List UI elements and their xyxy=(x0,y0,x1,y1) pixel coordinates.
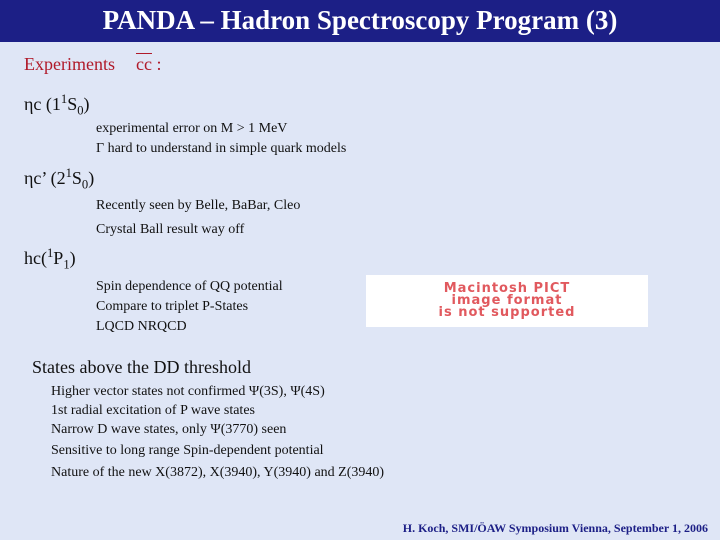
footer-citation: H. Koch, SMI/ÖAW Symposium Vienna, September 1, 2006 xyxy=(402,521,708,535)
state-term-letter: S xyxy=(71,168,82,188)
state-term-sub: 1 xyxy=(63,257,70,272)
threshold-item: 1st radial excitation of P wave states xyxy=(51,403,255,418)
state-term-open: (1 xyxy=(45,94,61,114)
note-line: experimental error on M > 1 MeV xyxy=(96,121,288,136)
note-line: Γ hard to understand in simple quark models xyxy=(96,141,347,156)
state-term-sup: 1 xyxy=(60,92,68,106)
experiments-heading xyxy=(24,53,161,75)
state-symbol: ηc xyxy=(24,168,42,188)
experiments-label: Experiments xyxy=(24,54,115,74)
note-line: LQCD NRQCD xyxy=(96,319,187,334)
note-line: Spin dependence of QQ potential xyxy=(96,279,283,294)
state-term-open: (2 xyxy=(50,168,66,188)
state-term-sub: 0 xyxy=(81,177,89,192)
state-term-letter: P xyxy=(53,248,64,268)
state-symbol: hc xyxy=(24,248,41,268)
state-prime: ’ xyxy=(41,168,47,188)
state-term-sub: 0 xyxy=(77,103,84,118)
threshold-item: Higher vector states not confirmed Ψ(3S), Ψ(4S) xyxy=(51,384,325,399)
state-term-close: ) xyxy=(83,94,90,114)
state-term-sup: 1 xyxy=(65,166,72,180)
experiments-quark-pair: $\overline{cc}$ xyxy=(135,54,152,74)
state-term-close: ) xyxy=(69,248,76,268)
threshold-item: Nature of the new X(3872), X(3940), Y(3940) and Z(3940) xyxy=(51,465,385,480)
slide-title: PANDA – Hadron Spectroscopy Program (3) xyxy=(102,5,618,35)
pict-line: is not supported xyxy=(438,305,576,320)
threshold-heading-pre: States above the xyxy=(32,357,154,377)
note-line: Crystal Ball result way off xyxy=(96,222,245,237)
state-heading-hc-1p xyxy=(24,246,76,272)
pict-placeholder-image xyxy=(366,275,648,327)
note-line: Compare to triplet P-States xyxy=(96,299,249,314)
pict-line: image format xyxy=(451,293,563,308)
pict-line: Macintosh PICT xyxy=(443,281,571,296)
threshold-item: Sensitive to long range Spin-dependent potential xyxy=(51,443,324,458)
note-line: Recently seen by Belle, BaBar, Cleo xyxy=(96,198,301,213)
state-term-sup: 1 xyxy=(47,246,54,260)
experiments-colon: : xyxy=(156,54,162,74)
state-symbol: ηc xyxy=(24,94,42,114)
threshold-heading-post: threshold xyxy=(179,357,251,377)
state-term-close: ) xyxy=(88,168,95,188)
threshold-heading xyxy=(32,356,251,378)
state-heading-etac-2s xyxy=(24,166,95,192)
threshold-item: Narrow D wave states, only Ψ(3770) seen xyxy=(51,422,287,437)
state-term-letter: S xyxy=(67,94,78,114)
state-heading-etac-1s xyxy=(24,92,90,118)
threshold-heading-dd: DD xyxy=(153,357,180,377)
state-term-open: ( xyxy=(41,248,47,268)
